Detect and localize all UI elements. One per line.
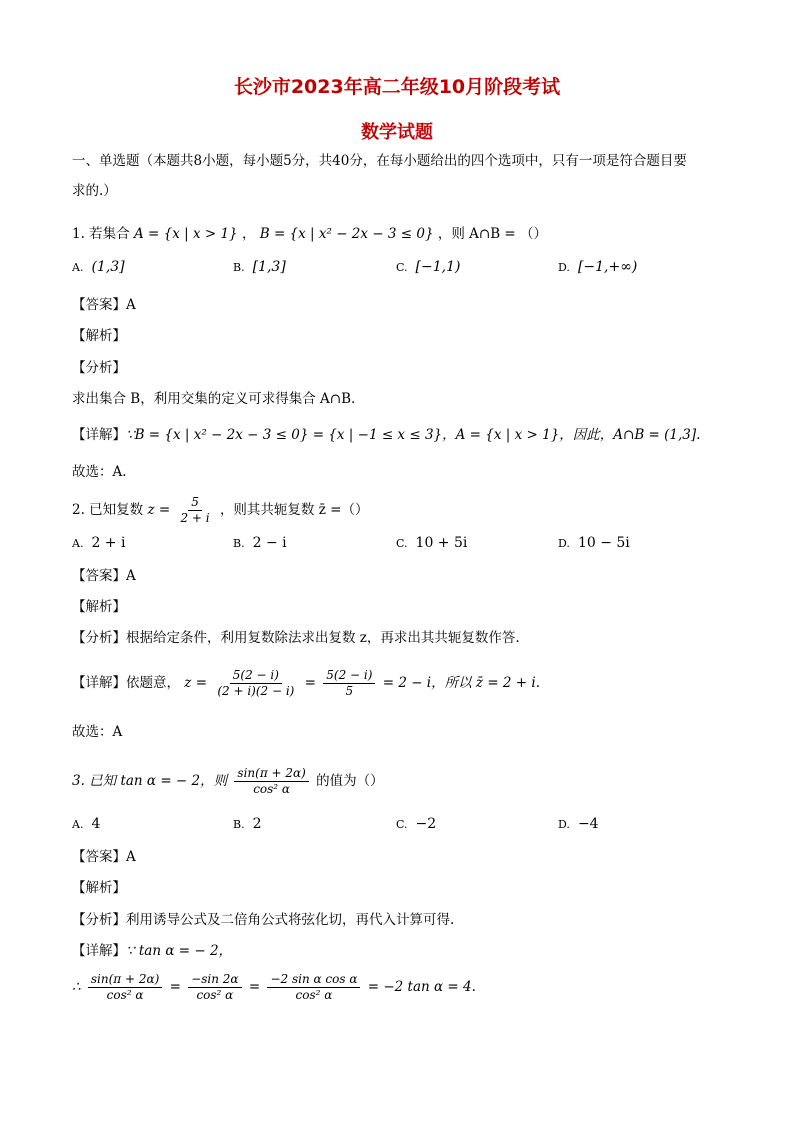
fraction-denominator: 5 bbox=[345, 684, 354, 698]
fraction-denominator: cos² α bbox=[106, 988, 144, 1002]
q2-option-a bbox=[72, 535, 125, 551]
derivation-equals-2: = bbox=[248, 979, 261, 995]
section-heading-line2: 求的.） bbox=[72, 183, 117, 199]
q3-stem bbox=[72, 766, 384, 797]
q3-derivation bbox=[72, 972, 476, 1003]
q1-set-b: B = {x | x² − 2x − 3 ≤ 0} bbox=[259, 226, 434, 242]
option-label: B. bbox=[233, 537, 245, 550]
q2-prefix: 2. 已知复数 bbox=[72, 502, 144, 518]
detail-text: ∵ tan α = − 2， bbox=[126, 943, 233, 959]
detail-label: 【详解】 bbox=[72, 427, 126, 443]
q1-analysis-label: 【分析】 bbox=[72, 360, 126, 376]
answer-value: A bbox=[126, 849, 136, 865]
detail-prefix: 依题意， bbox=[126, 675, 180, 691]
q3-option-c bbox=[396, 816, 436, 832]
option-value: 2 + i bbox=[91, 535, 126, 551]
q3-explain-label: 【解析】 bbox=[72, 880, 126, 896]
option-value: 4 bbox=[91, 816, 101, 832]
option-label: A. bbox=[72, 261, 84, 274]
q1-analysis-text: 求出集合 B，利用交集的定义可求得集合 A∩B. bbox=[72, 391, 356, 407]
option-value: [−1,1) bbox=[415, 259, 461, 275]
answer-label: 【答案】 bbox=[72, 297, 126, 313]
option-value: −4 bbox=[577, 816, 599, 832]
option-label: D. bbox=[558, 818, 570, 831]
fraction-numerator: 5(2 − i) bbox=[230, 668, 282, 684]
fraction-denominator: cos² α bbox=[196, 988, 234, 1002]
therefore-symbol: ∴ bbox=[72, 979, 81, 995]
exam-subtitle: 数学试题 bbox=[361, 122, 433, 143]
q1-option-c bbox=[396, 259, 460, 275]
option-value: 10 + 5i bbox=[415, 535, 468, 551]
fraction-denominator: 2 + i bbox=[180, 511, 210, 525]
answer-label: 【答案】 bbox=[72, 849, 126, 865]
q2-z-eq: z = bbox=[147, 502, 171, 518]
fraction-numerator: sin(π + 2α) bbox=[234, 766, 308, 782]
q2-option-b bbox=[233, 535, 287, 551]
fraction-denominator: cos² α bbox=[253, 782, 291, 796]
q2-answer bbox=[72, 566, 136, 586]
q1-option-d bbox=[558, 259, 637, 275]
derivation-fraction-1 bbox=[88, 972, 162, 1003]
q2-fraction bbox=[177, 495, 212, 526]
q1-comma: ， bbox=[241, 226, 256, 242]
q1-set-a: A = {x | x > 1} bbox=[133, 226, 238, 242]
option-value: 2 bbox=[252, 816, 262, 832]
option-value: 2 − i bbox=[252, 535, 287, 551]
fraction-numerator: −2 sin α cos α bbox=[267, 972, 360, 988]
option-value: −2 bbox=[415, 816, 437, 832]
q1-explain-label: 【解析】 bbox=[72, 328, 126, 344]
fraction-numerator: 5(2 − i) bbox=[323, 668, 375, 684]
detail-label: 【详解】 bbox=[72, 675, 126, 691]
q3-analysis bbox=[72, 910, 454, 930]
q2-analysis bbox=[72, 628, 520, 648]
analysis-text: 根据给定条件，利用复数除法求出复数 z，再求出其共轭复数作答. bbox=[126, 630, 520, 646]
option-label: C. bbox=[396, 261, 408, 274]
q3-detail bbox=[72, 941, 232, 961]
analysis-label: 【分析】 bbox=[72, 912, 126, 928]
option-label: B. bbox=[233, 818, 245, 831]
q1-detail bbox=[72, 425, 700, 445]
q1-answer bbox=[72, 295, 136, 315]
option-label: A. bbox=[72, 537, 84, 550]
q2-option-c bbox=[396, 535, 467, 551]
q3-answer bbox=[72, 847, 136, 867]
option-value: (1,3] bbox=[91, 259, 125, 275]
detail-label: 【详解】 bbox=[72, 943, 126, 959]
option-label: A. bbox=[72, 818, 84, 831]
q2-detail bbox=[72, 668, 540, 699]
option-label: C. bbox=[396, 537, 408, 550]
q2-conclusion: 故选：A bbox=[72, 724, 123, 740]
q1-option-b bbox=[233, 259, 286, 275]
q3-prefix: 3. 已知 tan α = − 2，则 bbox=[72, 773, 228, 789]
q2-suffix: ，则其共轭复数 z̄ =（） bbox=[219, 502, 369, 518]
fraction-numerator: −sin 2α bbox=[188, 972, 241, 988]
option-label: D. bbox=[558, 261, 570, 274]
q1-conclusion: 故选：A. bbox=[72, 464, 127, 480]
option-value: [1,3] bbox=[252, 259, 286, 275]
detail-fraction-1 bbox=[214, 668, 297, 699]
q2-option-d bbox=[558, 535, 630, 551]
fraction-numerator: sin(π + 2α) bbox=[88, 972, 162, 988]
option-label: C. bbox=[396, 818, 408, 831]
detail-text: ∵B = {x | x² − 2x − 3 ≤ 0} = {x | −1 ≤ x ≤ 3}，A = {x | x > 1}，因此，A∩B = (1,3]. bbox=[126, 427, 701, 443]
fraction-denominator: cos² α bbox=[295, 988, 333, 1002]
option-value: [−1,+∞) bbox=[577, 259, 638, 275]
q3-option-d bbox=[558, 816, 599, 832]
derivation-fraction-3 bbox=[267, 972, 360, 1003]
q3-option-b bbox=[233, 816, 262, 832]
option-label: D. bbox=[558, 537, 570, 550]
answer-value: A bbox=[126, 568, 136, 584]
fraction-numerator: 5 bbox=[188, 495, 202, 511]
q1-prefix: 1. 若集合 bbox=[72, 226, 130, 242]
q2-explain-label: 【解析】 bbox=[72, 599, 126, 615]
fraction-denominator: (2 + i)(2 − i) bbox=[217, 684, 295, 698]
detail-z-eq: z = bbox=[184, 675, 208, 691]
analysis-label: 【分析】 bbox=[72, 630, 126, 646]
derivation-tail: = −2 tan α = 4. bbox=[367, 979, 476, 995]
option-label: B. bbox=[233, 261, 245, 274]
option-value: 10 − 5i bbox=[577, 535, 630, 551]
q1-stem bbox=[72, 224, 547, 244]
q1-suffix: ，则 A∩B = （） bbox=[437, 226, 548, 242]
answer-value: A bbox=[126, 297, 136, 313]
q3-fraction bbox=[234, 766, 308, 797]
detail-tail: = 2 − i，所以 z̄ = 2 + i. bbox=[382, 675, 541, 691]
q2-stem bbox=[72, 495, 368, 526]
detail-fraction-2 bbox=[323, 668, 375, 699]
exam-title: 长沙市2023年高二年级10月阶段考试 bbox=[233, 76, 561, 98]
derivation-fraction-2 bbox=[188, 972, 241, 1003]
answer-label: 【答案】 bbox=[72, 568, 126, 584]
section-heading-line1: 一、单选题（本题共8小题，每小题5分，共40分，在每小题给出的四个选项中，只有一项是符合题目要 bbox=[72, 153, 687, 169]
derivation-equals-1: = bbox=[169, 979, 181, 995]
detail-equals: = bbox=[304, 675, 316, 691]
q1-option-a bbox=[72, 259, 125, 275]
q3-suffix: 的值为（） bbox=[316, 773, 384, 789]
analysis-text: 利用诱导公式及二倍角公式将弦化切，再代入计算可得. bbox=[126, 912, 455, 928]
q3-option-a bbox=[72, 816, 100, 832]
